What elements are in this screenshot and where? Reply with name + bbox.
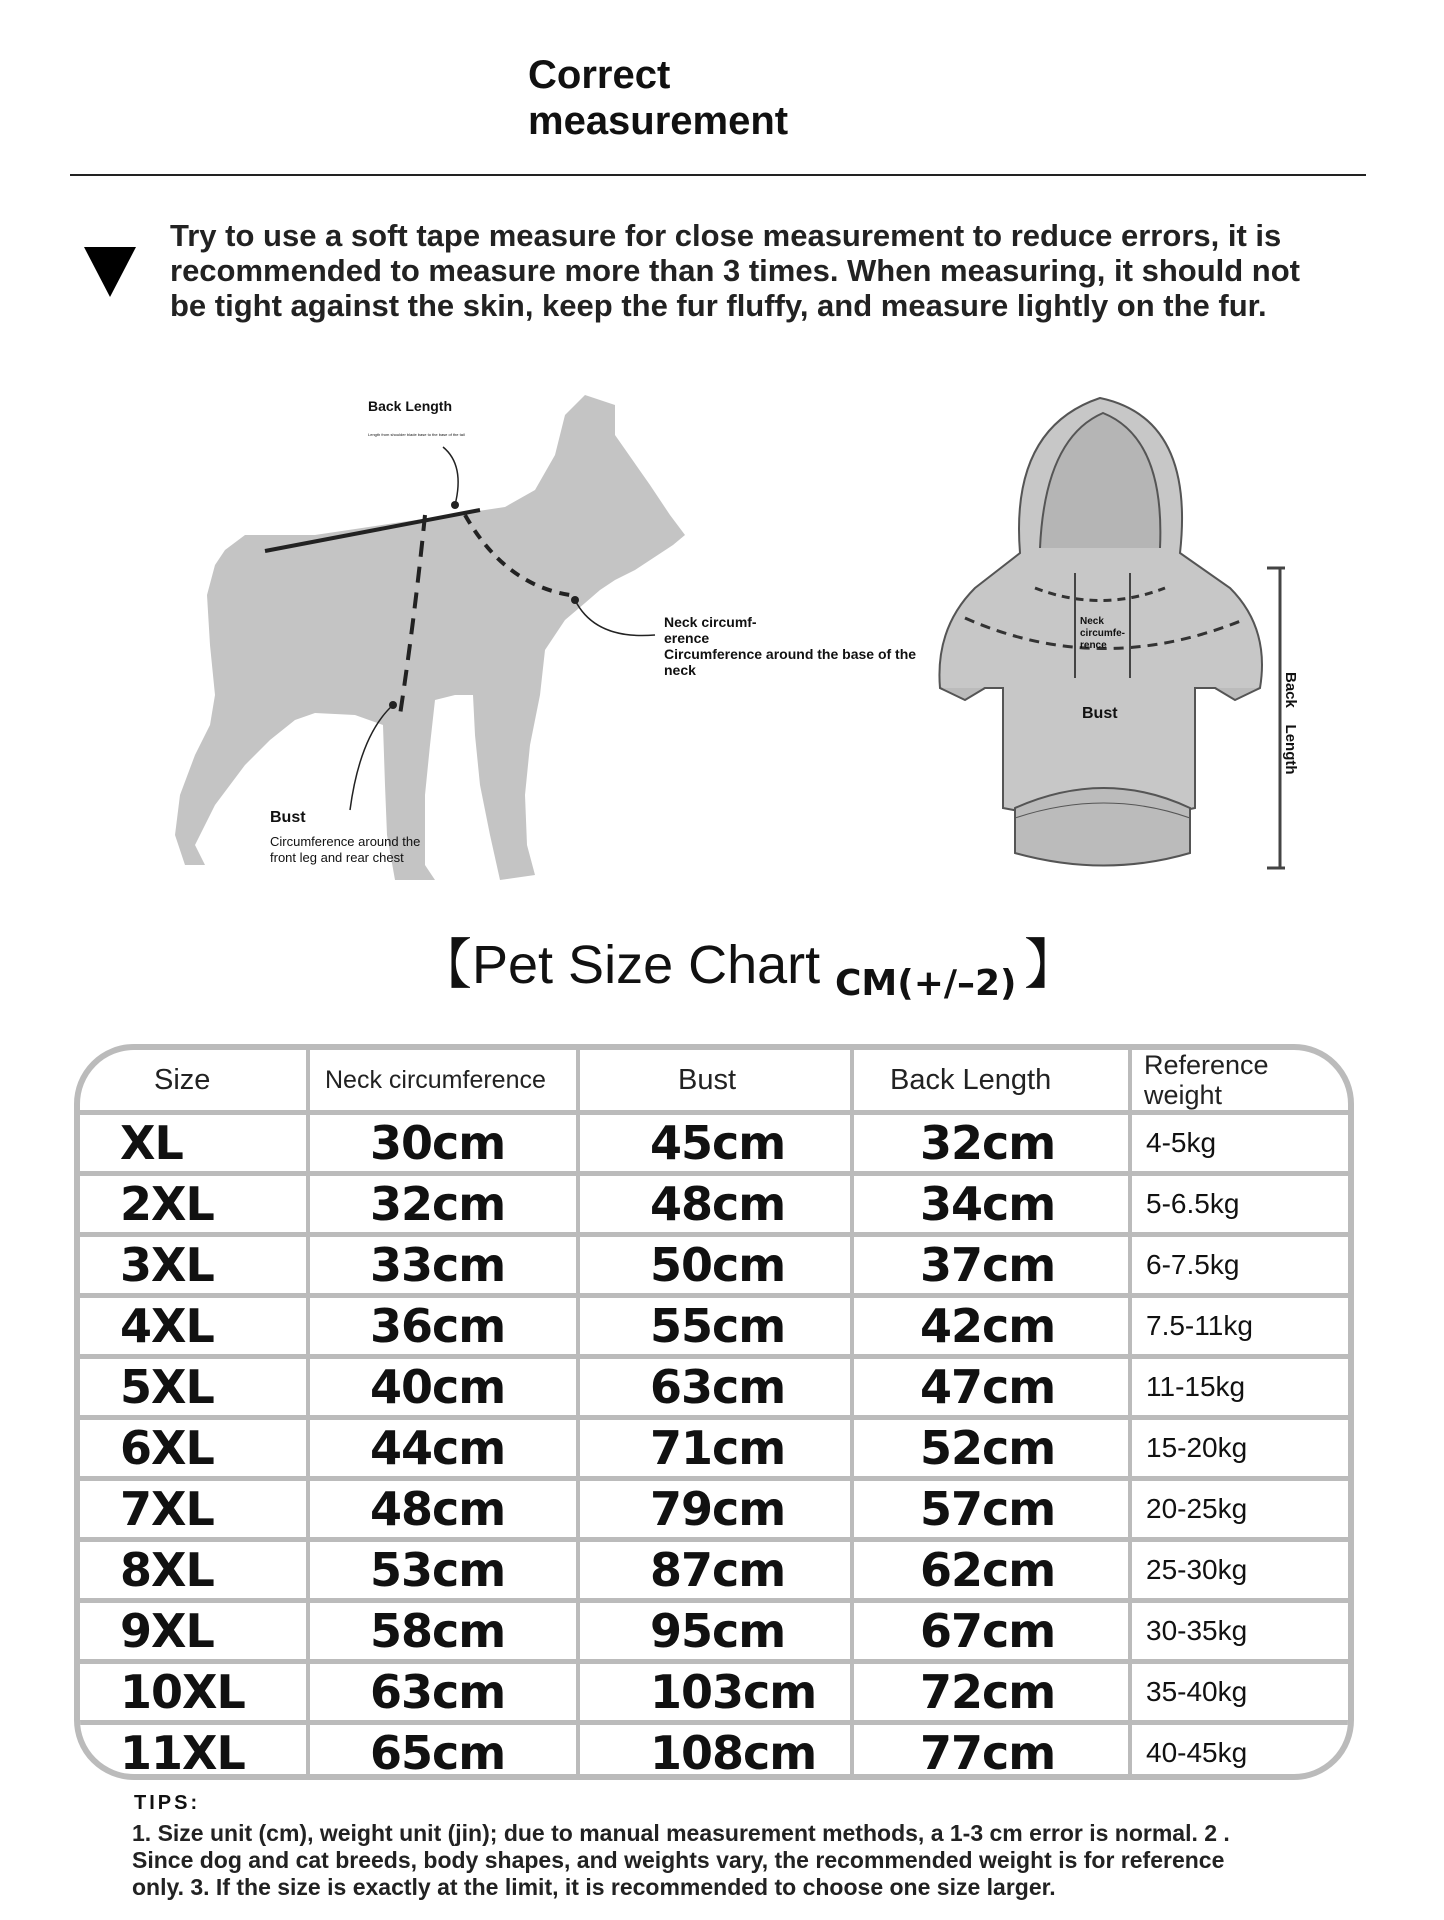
table-row — [80, 1232, 1348, 1293]
cell-back: 47cm — [920, 1360, 1056, 1414]
cell-weight: 20-25kg — [1146, 1493, 1248, 1524]
cell-weight: 6-7.5kg — [1146, 1249, 1240, 1280]
cell-weight: 15-20kg — [1146, 1432, 1248, 1463]
cell-size: 5XL — [120, 1360, 214, 1414]
neck-description-line-1: Circumference around the base of the — [664, 646, 917, 662]
cell-weight: 25-30kg — [1146, 1554, 1248, 1585]
cell-neck: 30cm — [370, 1116, 506, 1170]
cell-size: 4XL — [120, 1299, 214, 1353]
table-row — [80, 1293, 1348, 1354]
neck-label-line-2: erence — [664, 630, 710, 646]
hoodie-bust-label: Bust — [1082, 705, 1118, 722]
neck-label-line-1: Neck circumf- — [664, 614, 757, 630]
cell-back: 42cm — [920, 1299, 1056, 1353]
cell-back: 57cm — [920, 1482, 1056, 1536]
tips-heading: TIPS: — [134, 1792, 201, 1814]
cell-neck: 53cm — [370, 1543, 506, 1597]
cell-back: 34cm — [920, 1177, 1056, 1231]
cell-bust: 79cm — [650, 1482, 786, 1536]
cell-bust: 45cm — [650, 1116, 786, 1170]
cell-neck: 65cm — [370, 1726, 506, 1780]
chart-unit: CM(+/–2) — [835, 963, 1017, 1004]
cell-back: 37cm — [920, 1238, 1056, 1292]
table-row — [80, 1110, 1348, 1171]
measurement-instructions: Try to use a soft tape measure for close measurement to reduce errors, it is recommended to measure more than 3 times. When measuring, it should not be tight against the skin, keep the fur fluffy, and measure lightly on the fur. — [170, 218, 1300, 323]
cell-weight: 4-5kg — [1146, 1127, 1217, 1158]
cell-bust: 108cm — [650, 1726, 817, 1780]
cell-bust: 71cm — [650, 1421, 786, 1475]
cell-size: 2XL — [120, 1177, 214, 1231]
cell-neck: 40cm — [370, 1360, 506, 1414]
cell-weight: 35-40kg — [1146, 1676, 1248, 1707]
cell-neck: 58cm — [370, 1604, 506, 1658]
table-row — [80, 1720, 1348, 1780]
cell-weight: 7.5-11kg — [1146, 1310, 1253, 1341]
table-row — [80, 1476, 1348, 1537]
cell-bust: 87cm — [650, 1543, 786, 1597]
title-line-1: Correct — [528, 53, 671, 97]
cell-size: 10XL — [120, 1665, 245, 1719]
cell-neck: 48cm — [370, 1482, 506, 1536]
cell-size: XL — [120, 1116, 183, 1170]
cell-bust: 48cm — [650, 1177, 786, 1231]
dog-silhouette — [175, 395, 685, 880]
size-chart-table — [74, 1044, 1354, 1780]
bust-description-line-2: front leg and rear chest — [270, 850, 404, 865]
table-row — [80, 1415, 1348, 1476]
chart-title: 【Pet Size Chart — [418, 935, 821, 995]
cell-weight: 30-35kg — [1146, 1615, 1248, 1646]
table-row — [80, 1354, 1348, 1415]
cell-neck: 63cm — [370, 1665, 506, 1719]
cell-back: 77cm — [920, 1726, 1056, 1780]
cell-bust: 63cm — [650, 1360, 786, 1414]
cell-size: 11XL — [120, 1726, 245, 1780]
cell-size: 7XL — [120, 1482, 214, 1536]
cell-neck: 32cm — [370, 1177, 506, 1231]
title-line-2: measurement — [528, 99, 789, 143]
hoodie-neck-label: Neck circumfe- rence — [1080, 616, 1126, 651]
cell-weight: 5-6.5kg — [1146, 1188, 1240, 1219]
triangle-down-icon — [84, 247, 136, 297]
cell-bust: 55cm — [650, 1299, 786, 1353]
table-header — [80, 1050, 1348, 1110]
hoodie-back-length-label: Back Length — [1282, 672, 1299, 775]
header-bust: Bust — [678, 1063, 737, 1096]
header-divider — [70, 174, 1366, 176]
header-neck: Neck circumference — [325, 1065, 546, 1094]
cell-neck: 44cm — [370, 1421, 506, 1475]
cell-neck: 36cm — [370, 1299, 506, 1353]
cell-back: 62cm — [920, 1543, 1056, 1597]
cell-back: 72cm — [920, 1665, 1056, 1719]
cell-size: 6XL — [120, 1421, 214, 1475]
cell-weight: 40-45kg — [1146, 1737, 1248, 1768]
cell-back: 32cm — [920, 1116, 1056, 1170]
back-length-description: Length from shoulder blade base to the base of the tail — [368, 432, 465, 437]
back-length-label: Back Length — [368, 398, 453, 414]
cell-bust: 95cm — [650, 1604, 786, 1658]
chart-title-bracket: 】 — [1024, 935, 1078, 995]
cell-size: 3XL — [120, 1238, 214, 1292]
page-title — [528, 52, 788, 144]
neck-description-line-2: neck — [664, 662, 696, 678]
header-reference-weight: Reference weight — [1144, 1050, 1269, 1110]
cell-bust: 103cm — [650, 1665, 817, 1719]
table-row — [80, 1171, 1348, 1232]
cell-bust: 50cm — [650, 1238, 786, 1292]
header-size: Size — [154, 1063, 211, 1096]
table-row — [80, 1659, 1348, 1720]
table-row — [80, 1537, 1348, 1598]
cell-size: 9XL — [120, 1604, 214, 1658]
bust-label: Bust — [270, 809, 306, 826]
cell-back: 52cm — [920, 1421, 1056, 1475]
header-back-length: Back Length — [890, 1063, 1052, 1096]
dog-measurement-diagram — [95, 395, 945, 895]
cell-size: 8XL — [120, 1543, 214, 1597]
cell-back: 67cm — [920, 1604, 1056, 1658]
bust-description-line-1: Circumference around the — [270, 834, 421, 849]
table-row — [80, 1598, 1348, 1659]
tips-text: 1. Size unit (cm), weight unit (jin); due to manual measurement methods, a 1-3 cm error is normal. 2 . Since dog and cat breeds, body shapes, and weights vary, the recommended weight is for reference only. 3. If the size is exactly at the limit, it is recommended to choose one size larger. — [132, 1820, 1230, 1900]
cell-neck: 33cm — [370, 1238, 506, 1292]
cell-weight: 11-15kg — [1146, 1371, 1246, 1402]
